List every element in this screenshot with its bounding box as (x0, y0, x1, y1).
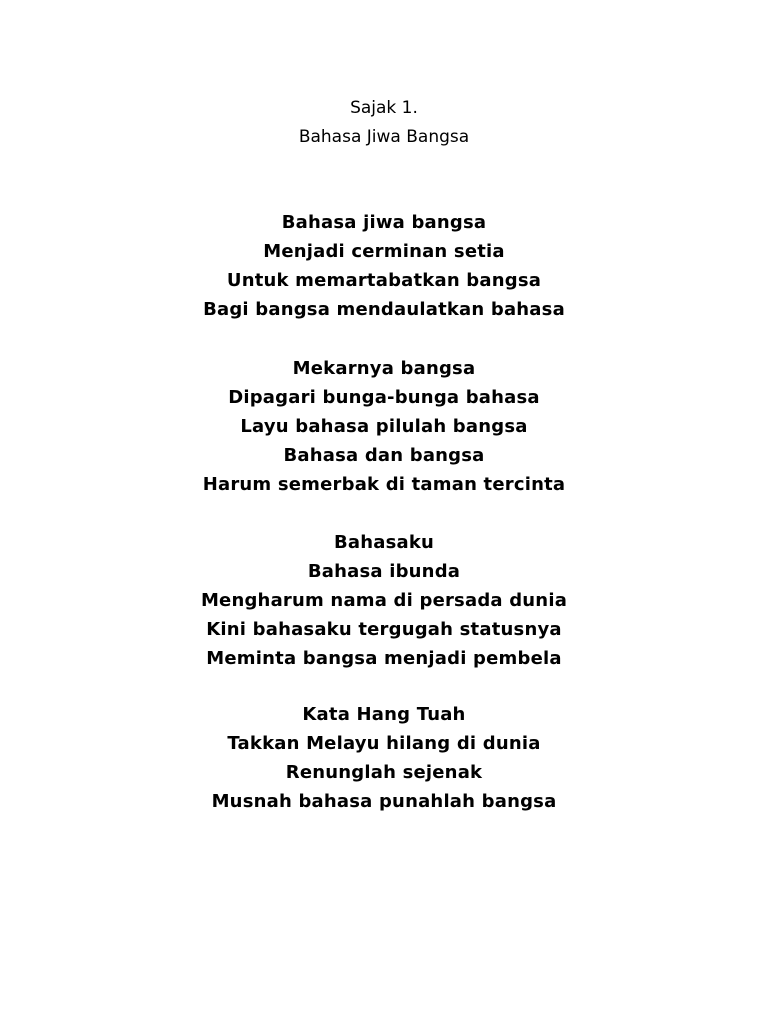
poem-line: Bahasaku (333, 532, 435, 553)
poem-line: Harum semerbak di taman tercinta (202, 474, 566, 495)
stanza-4 (0, 700, 768, 816)
poem-line: Dipagari bunga-bunga bahasa (228, 387, 540, 408)
poem-line: Bahasa dan bangsa (283, 445, 485, 466)
poem-line: Menjadi cerminan setia (263, 241, 505, 262)
stanza-3 (0, 528, 768, 673)
stanza-2 (0, 354, 768, 499)
poem-line: Bahasa ibunda (307, 561, 461, 582)
poem-line: Meminta bangsa menjadi pembela (206, 648, 562, 669)
poem-number: Sajak 1. (350, 98, 418, 118)
poem-title: Bahasa Jiwa Bangsa (298, 127, 470, 147)
poem-line: Renunglah sejenak (285, 762, 483, 783)
poem-line: Layu bahasa pilulah bangsa (240, 416, 528, 437)
stanza-1 (0, 208, 768, 324)
poem-line: Mengharum nama di persada dunia (200, 590, 568, 611)
poem-line: Kata Hang Tuah (302, 704, 466, 725)
poem-line: Bahasa jiwa bangsa (281, 212, 487, 233)
poem-line: Musnah bahasa punahlah bangsa (211, 791, 557, 812)
poem-line: Mekarnya bangsa (292, 358, 476, 379)
poem-line: Kini bahasaku tergugah statusnya (206, 619, 562, 640)
poem-line: Untuk memartabatkan bangsa (226, 270, 542, 291)
poem-line: Bagi bangsa mendaulatkan bahasa (203, 299, 565, 320)
poem-line: Takkan Melayu hilang di dunia (227, 733, 541, 754)
